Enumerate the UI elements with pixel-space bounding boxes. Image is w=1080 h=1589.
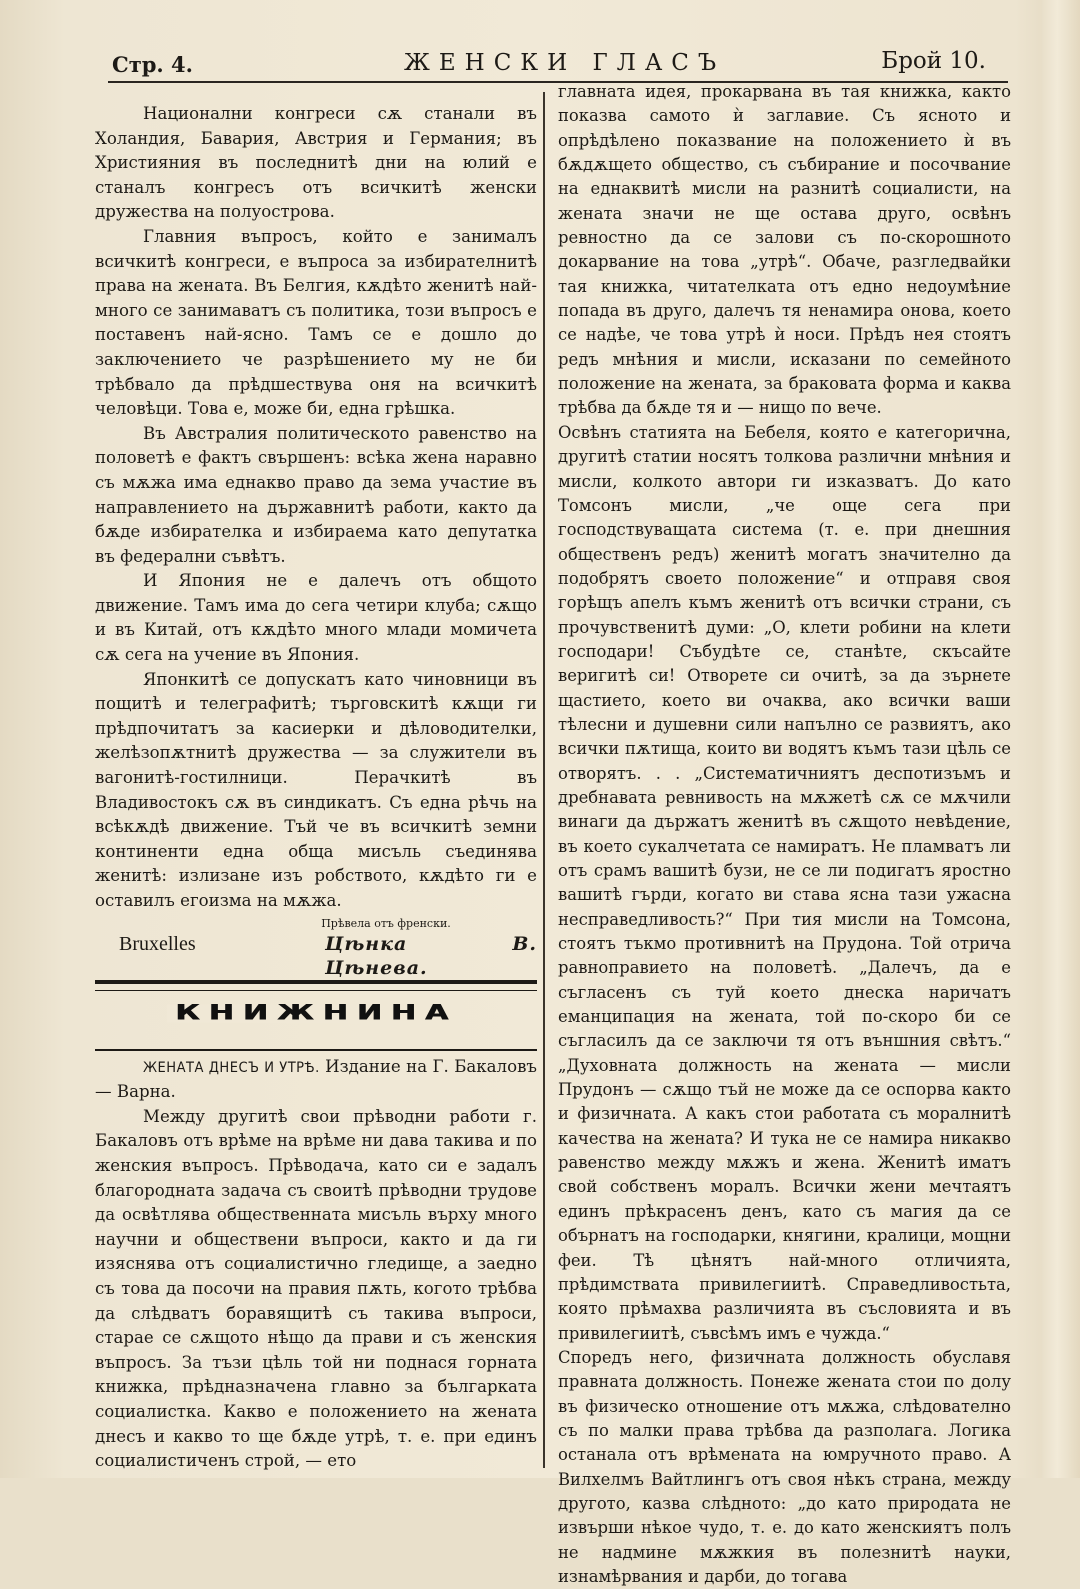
article-paragraph: И Япония не е далечъ отъ общото движение. Тамъ има до сега четири клуба; сѫщо и въ Китай, отъ кѫдѣто много млади момичета сѫ сега на учение въ Япония. bbox=[95, 571, 537, 665]
section-heading-text: КНИЖНИНА bbox=[167, 1004, 465, 1022]
section-heading bbox=[95, 1001, 537, 1043]
column-divider bbox=[543, 92, 545, 1468]
article-paragraph: Въ Австралия политическото равенство на половетѣ е фактъ свършенъ: всѣка жена наравно съ мѫжа има еднакво право да зема участие въ направлението на държавнитѣ работи, както да бѫде избирателка и избираема като депутатка въ федерални съвѣтъ. bbox=[95, 423, 537, 566]
book-publisher: Издание на Г. Бакаловъ — Варна. bbox=[95, 1056, 537, 1102]
page-number: Стр. 4. bbox=[112, 52, 193, 77]
page-header bbox=[108, 48, 1008, 82]
review-paragraph: Освѣнъ статията на Бебеля, която е категорична, другитѣ статии носятъ толкова различни мнѣния и мисли, колкото автори ги изказватъ. До като Томсонъ мисли, „че още сега при господствуващата система (т. е. при днешния общественъ редъ) женитѣ могатъ значително да подобрятъ своето положение“ и отправя своя горѣщъ апелъ къмъ женитѣ отъ всички страни, съ прочувственитѣ думи: „О, клети робини на клети господари! Събудѣте се, станѣте, скъсайте веригитѣ си! Отворете си очитѣ, за да зърнете щастието, което ви очаква, ако всички ваши тѣлесни и душевни сили напълно се развиятъ, ако всички пѫтища, които ви водятъ къмъ тази цѣль се отворятъ. . . „Систематичниятъ деспотизъмъ и дребнавата ревнивость на мѫжетѣ сѫ се мѫчили винаги да държатъ женитѣ въ сѫщото невѣдение, въ което сукалчетата се намиратъ. Не пламватъ ли отъ срамъ вашитѣ бузи, не се ли подигатъ яростно вашитѣ гърди, когато ви става ясна тази ужасна несправедливость?“ При тия мисли на Томсона, стоятъ тъкмо противнитѣ на Прудона. Той отрича равноправието на половетѣ. „Далечъ, да е съгласенъ съ туй което днеска наричатъ еманципация на жената, той по-скоро би се съгласилъ да се заключи тя отъ външния свѣтъ.“ „Духовната должность на жената — мисли Прудонъ — сѫщо тъй не може да се оспорва както и физичната. А какъ стои работата съ моралнитѣ качества на жената? И тука не се намира никакво равенство между мѫжъ и жена. Женитѣ иматъ свой собственъ моралъ. Всички жени мечтаятъ единъ прѣкрасенъ денъ, като съ магия да се обърнатъ на господарки, княгини, кралици, мощни феи. Тѣ цѣнятъ най-много отличията, прѣдимствата привилегиитѣ. Справедливостьта, която прѣмахва различията въ съсловията и въ привилегиитѣ, съвсѣмъ имъ е чужда.“ bbox=[558, 422, 1011, 1343]
review-paragraph: Между другитѣ свои прѣводни работи г. Бакаловъ отъ врѣме на врѣме ни дава такива и по женския въпросъ. Прѣводача, като си е задалъ благородната задача съ своитѣ прѣводни трудове да освѣтлява общественната мисъль върху много научни и обществени въпроси, както и да ги изяснява отъ социалистично гледище, а заедно съ това да посочи на правия пѫть, когото трѣбва да слѣдватъ боравящитѣ съ такива въпроси, старае се сѫщото нѣщо да прави и съ женския въпросъ. За тъзи цѣль той ни поднася горната книжка, прѣдназначена главно за българката социалистка. Какво е положението на жената днесъ и какво то ще бѫде утрѣ, т. е. при единъ социалистиченъ строй, — ето bbox=[95, 1106, 537, 1471]
book-title: ЖЕНАТА ДНЕСЪ И УТРѢ. bbox=[143, 1059, 320, 1076]
review-paragraph: главната идея, прокарвана въ тая книжка, както показва самото ѝ заглавие. Съ ясното и опрѣдѣлено показвание на положението ѝ въ бѫдѫщето общество, съ събирание и посочвание на еднаквитѣ мисли на разнитѣ социалисти, на жената значи не ще остава друго, освѣнъ ревностно да се залови съ по-скорошното докарвание на това „утрѣ“. Обаче, разгледвайки тая книжка, читателката отъ едно недоумѣние попада въ друго, далечъ тя ненамира онова, което се надѣе, че това утрѣ ѝ носи. Прѣдъ нея стоятъ редъ мнѣния и мисли, исказани по семейното положение на жената, за браковата форма и каква трѣбва да бѫде тя и — нищо по вече. bbox=[558, 82, 1011, 418]
next-page-edge bbox=[1042, 0, 1080, 1478]
section-divider bbox=[95, 980, 537, 991]
translator-note: Прѣвела отъ френски. bbox=[321, 916, 451, 930]
review-paragraph: Споредъ него, физичната должность обуславя правната должность. Понеже жената стои по долу въ физическо отношение отъ мѫжа, слѣдователно съ по малки права трѣбва да разполага. Логика останала отъ врѣмената на юмручното право. А Вилхелмъ Вайтлингъ отъ своя нѣкъ страна, между другото, казва слѣдното: „до като природата не извърши нѣкое чудо, т. е. до като женскиятъ полъ не надмине мѫжкия въ полезнитѣ науки, изнамѣрвания и дарби, до тогава bbox=[558, 1347, 1011, 1586]
signature-city: Bruxelles bbox=[119, 932, 196, 955]
left-column bbox=[95, 102, 537, 1474]
book-review-lead bbox=[95, 1055, 537, 1105]
signature-line bbox=[95, 932, 537, 980]
article-paragraph: Национални конгреси сѫ станали въ Холандия, Бавария, Австрия и Германия; въ Християния въ последнитѣ дни на юлий е станалъ конгресъ отъ всичкитѣ женски дружества на полуострова. bbox=[95, 104, 537, 222]
newspaper-title: ЖЕНСКИ ГЛАСЪ bbox=[404, 50, 726, 76]
right-column bbox=[558, 80, 1011, 1589]
article-paragraph: Главния въпросъ, който е занималъ всичкитѣ конгреси, е въпроса за избирателнитѣ права на жената. Въ Белгия, кѫдѣто женитѣ най-много се занимаватъ съ политика, този въпросъ е поставенъ най-ясно. Тамъ се е дошло до заключението че разрѣшението му не би трѣбвало да прѣдшествува оня на всичкитѣ человѣци. Това е, може би, една грѣшка. bbox=[95, 226, 537, 419]
heading-underline bbox=[95, 1049, 537, 1051]
issue-number: Брой 10. bbox=[881, 48, 986, 74]
author-signature: Цѣнка В. Цѣнева. bbox=[325, 932, 537, 980]
article-paragraph: Японкитѣ се допускатъ като чиновници въ пощитѣ и телеграфитѣ; търговскитѣ кѫщи ги прѣдпочитатъ за касиерки и дѣловодителки, желѣзопѫтнитѣ дружества — за служители въ вагонитѣ-гостилници. Перачкитѣ въ Владивостокъ сѫ въ синдикатъ. Съ една рѣчь на всѣкѫдѣ движение. Тъй че въ всичкитѣ земни континенти една обща мисъль съединява женитѣ: излизане изъ робството, кѫдѣто ги е оставилъ егоизма на мѫжа. bbox=[95, 669, 537, 910]
